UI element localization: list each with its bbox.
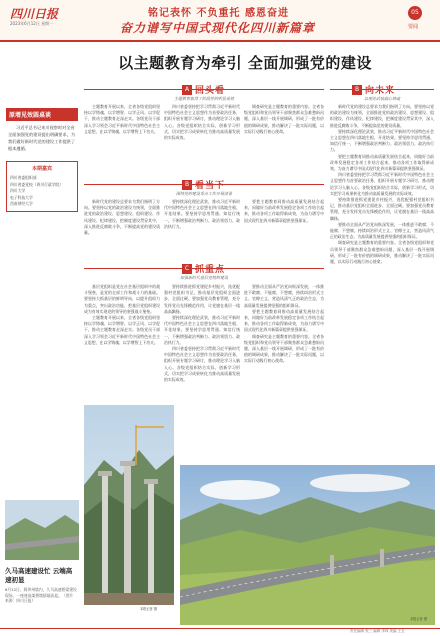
text-column: 要持续推进抓党建促乡村振兴，选优配强村党组织书记，推动基层党组织全面进步、全面过硬。要加强党员教育管理，充分发挥党员先锋模范作用，让党旗在基层一线高高飘扬。 要持续深化理论武装，推动习近平新时代中国特色社会主义思想在四川落地生根、开花结果。要坚持学思用贯通、知信行统一，不断增强政治判断力、政治领悟力、政治执行力。 四川省委坚持把学习贯彻习近平新时代中国特色社会主义思想作为首要政治任务，组织开展专题学习研讨，推动理论学习入脑入心。各级党组织结合实际，创新学习形式，切实把学习成果转化为推动高质量发展的实际成效。 bbox=[164, 284, 240, 383]
photo-bridge-construction bbox=[84, 405, 174, 605]
section-title: 看当下 bbox=[195, 181, 226, 191]
guest-box-title: 本期嘉宾 bbox=[31, 166, 52, 172]
section-title: 向未来 bbox=[365, 86, 396, 96]
header-slogan-top: 铭记表怀 不负重托 感恩奋进 bbox=[148, 8, 289, 19]
photo-credit: 本报记者 摄 bbox=[140, 607, 157, 611]
text-column: 四川省委坚持把学习贯彻习近平新时代中国特色社会主义思想作为首要政治任务，组织开展专题学习研讨，推动理论学习入脑入心。各级党组织结合实际，创新学习形式，切实把学习成果转化为推动高质量发展的实际成效。 bbox=[164, 104, 240, 141]
page-section-label: 要闻 bbox=[408, 24, 419, 30]
guest-item: 四川省委组织部 bbox=[10, 175, 37, 180]
section-title: 回头看 bbox=[195, 86, 226, 96]
text-column: 新时代党的建设总要求为我们指明了方向。要坚持以党的政治建设为统领，全面推进党的政治建设、思想建设、组织建设、作风建设、纪律建设，把制度建设贯穿其中，深入推进反腐败斗争，不断提高党的建设质量。 要持续深化理论武装，推动习近平新时代中国特色社会主义思想在四川落地生根、开花结果。要坚持学思用贯通、知信行统一，不断增强政治判断力、政治领悟力、政治执行力。 要把主题教育同推动高质量发展结合起来，同做好当前改革发展稳定各项工作结合起来，推动各项工作取得新成效，为奋力谱写中国式现代化四川新篇章提供坚强保证。 四川省委坚持把学习贯彻习近平新时代中国特色社会主义思想作为首要政治任务，组织开展专题学习研讨，推动理论学习入脑入心。各级党组织结合实际，创新学习形式，切实把学习成果转化为推动高质量发展的实际成效。 要持续推进抓党建促乡村振兴，选优配强村党组织书记，推动基层党组织全面进步、全面过硬。要加强党员教育管理，充分发挥党员先锋模范作用，让党旗在基层一线高高飘扬。 要推动全面从严治党向纵深发展，一体推进不敢腐、不能腐、不想腐，持续纠治形式主义、官僚主义，营造风清气正的政治生态，为高质量发展提供坚强的组织保证。 调查研究是主题教育的重要内容。全省各级党组织和党员领导干部聚焦群众急难愁盼问题，深入基层一线开展调研，形成了一批有价值的调研成果，推动解决了一批实际问题，以实际行动践行初心使命。 bbox=[330, 104, 434, 265]
section-c-header bbox=[182, 262, 225, 275]
text-column: 要持续深化理论武装，推动习近平新时代中国特色社会主义思想在四川落地生根、开花结果。要坚持学思用贯通、知信行统一，不断增强政治判断力、政治领悟力、政治执行力。 bbox=[164, 199, 240, 229]
sidebar-intro: 习近平总书记来川视察时对全省全面加强党的建设提出明确要求，为我们做好新时代党的建设工作提供了根本遵循。 bbox=[8, 125, 76, 151]
section-subtitle: 围绕党的建设重点工作开展部署 bbox=[176, 191, 232, 196]
bridge-construction-image bbox=[84, 405, 174, 605]
section-letter: B bbox=[182, 180, 192, 190]
section-b2-header bbox=[182, 178, 225, 191]
footer-editors: 责任编辑 张三 编辑 李四 美编 王五 bbox=[350, 629, 405, 633]
photo-caption-title: 久马高速建设忙 云端高速初显 bbox=[5, 567, 73, 584]
newspaper-logo: 四川日报 bbox=[10, 7, 59, 21]
section-subtitle: 以理论武装凝心铸魂 bbox=[364, 96, 400, 101]
page-header bbox=[0, 0, 440, 42]
section-letter: C bbox=[182, 264, 192, 274]
section-letter: A bbox=[182, 85, 192, 95]
photo-caption-text: 6月12日，阿坝州境内，久马高速桥梁建设现场，一座座高架桥墩拔地而起。（图片来源：四川日报） bbox=[5, 587, 77, 603]
guest-box bbox=[6, 161, 78, 212]
headline: 以主题教育为牵引 全面加强党的建设 bbox=[118, 54, 372, 72]
page-number-badge: 05 bbox=[408, 6, 422, 20]
section-subtitle: 主题教育取得了阶段性的明显成效 bbox=[174, 96, 234, 101]
text-column: 要推动全面从严治党向纵深发展，一体推进不敢腐、不能腐、不想腐，持续纠治形式主义、官僚主义，营造风清气正的政治生态，为高质量发展提供坚强的组织保证。 要把主题教育同推动高质量发展结合起来，同做好当前改革发展稳定各项工作结合起来，推动各项工作取得新成效，为奋力谱写中国式现代化四川新篇章提供坚强保证。 调查研究是主题教育的重要内容。全省各级党组织和党员领导干部聚焦群众急难愁盼问题，深入基层一线开展调研，形成了一批有价值的调研成果，推动解决了一批实际问题，以实际行动践行初心使命。 bbox=[244, 284, 324, 364]
sidebar-heading: 原增见效圆桌谈 bbox=[6, 108, 78, 121]
photo-caption bbox=[5, 567, 77, 604]
highway-thumbnail-image bbox=[5, 500, 79, 560]
text-column: 调查研究是主题教育的重要内容。全省各级党组织和党员领导干部聚焦群众急难愁盼问题，深入基层一线开展调研，形成了一批有价值的调研成果，推动解决了一批实际问题，以实际行动践行初心使命。 bbox=[244, 104, 324, 134]
guest-item: 西南财经大学 bbox=[10, 201, 33, 206]
section-a-header bbox=[182, 83, 225, 96]
guest-item: 四川省委党校（四川行政学院） bbox=[10, 181, 64, 187]
highway-grassland-image bbox=[180, 465, 435, 625]
photo-credit: 本报记者 摄 bbox=[410, 617, 427, 621]
text-column: 要把主题教育同推动高质量发展结合起来，同做好当前改革发展稳定各项工作结合起来，推动各项工作取得新成效，为奋力谱写中国式现代化四川新篇章提供坚强保证。 bbox=[244, 199, 324, 223]
guest-item: 四川大学 bbox=[10, 188, 26, 193]
section-b-header bbox=[352, 83, 395, 96]
text-column: 主题教育开展以来，全省各级党组织坚持以学铸魂、以学增智、以学正风、以学促干，推动主题教育走深走实。各级党员干部深入学习领会习近平新时代中国特色社会主义思想，在以学铸魂、以学增智上下功夫。 bbox=[84, 104, 160, 134]
section-title: 抓重点 bbox=[195, 265, 226, 275]
section-letter: B bbox=[352, 85, 362, 95]
section-subtitle: 加强新时代基层党组织建设 bbox=[180, 275, 228, 280]
header-slogan-main: 奋力谱写中国式现代化四川新篇章 bbox=[120, 21, 316, 35]
photo-highway-grassland bbox=[180, 465, 435, 625]
sidebar bbox=[6, 108, 78, 212]
issue-date: 2023年6月12日 星期一 bbox=[10, 21, 54, 26]
photo-small-highway bbox=[5, 500, 79, 560]
text-column: 新时代党的建设总要求为我们指明了方向。要坚持以党的政治建设为统领，全面推进党的政治建设、思想建设、组织建设、作风建设、纪律建设，把制度建设贯穿其中，深入推进反腐败斗争，不断提高党的建设质量。 bbox=[84, 199, 160, 236]
guest-item: 电子科技大学 bbox=[10, 194, 33, 200]
text-column: 基层党组织是党在社会基层组织中的战斗堡垒，是党的全部工作和战斗力的基础。要坚持大抓基层的鲜明导向，以提升组织力为重点，突出政治功能，把基层党组织建设成为有效实现党的领导的坚强战斗堡垒。 主题教育开展以来，全省各级党组织坚持以学铸魂、以学增智、以学正风、以学促干，推动主题教育走深走实。各级党员干部深入学习领会习近平新时代中国特色社会主义思想，在以学铸魂、以学增智上下功夫。 bbox=[84, 284, 160, 345]
